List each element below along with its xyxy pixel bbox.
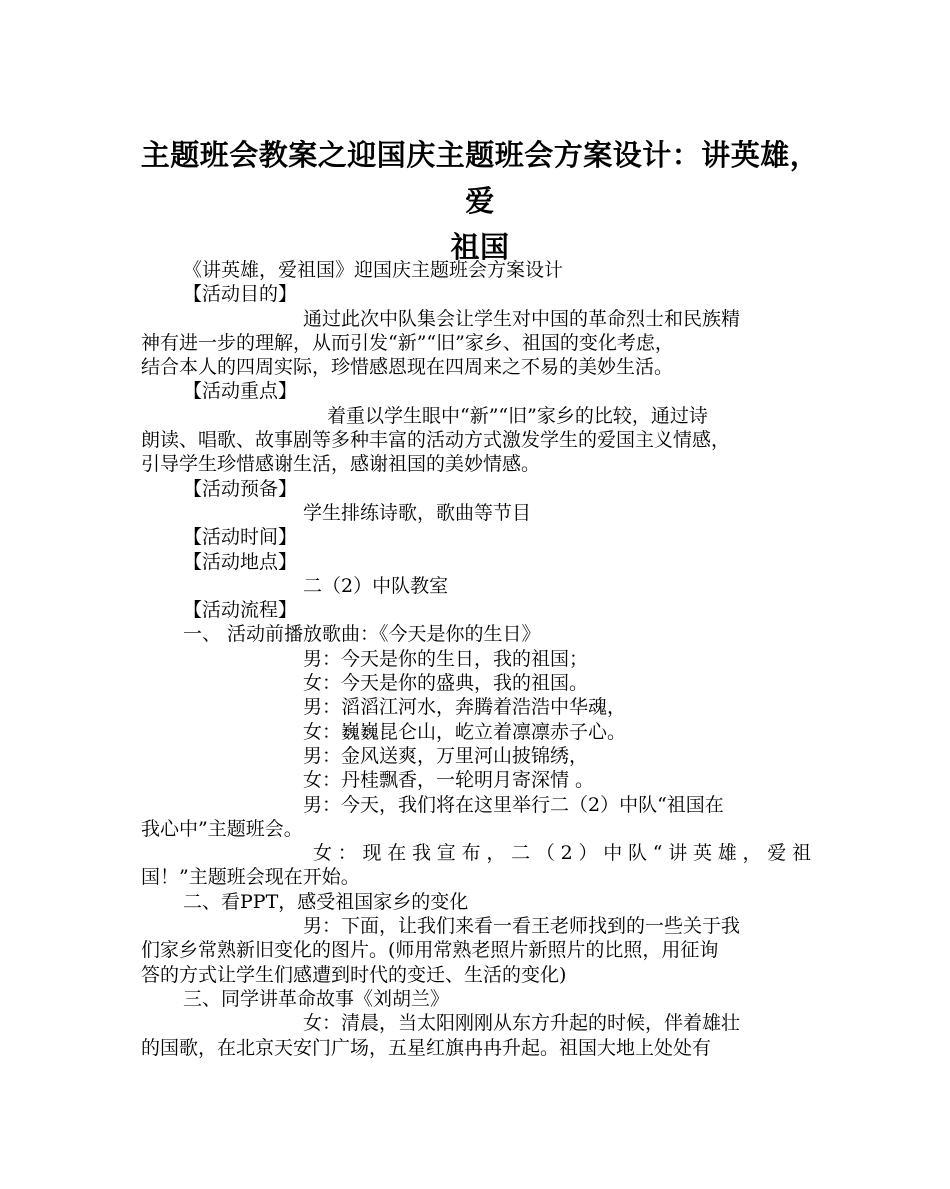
dialogue-line: 女：现在我宣布，二（2）中队“讲英雄，爱祖 xyxy=(313,842,811,865)
step-heading: 一、 活动前播放歌曲：《今天是你的生日》 xyxy=(183,623,541,646)
dialogue-line: 男：金风送爽，万里河山披锦绣， xyxy=(303,744,589,767)
section-heading-prep: 【活动预备】 xyxy=(183,477,298,500)
dialogue-line: 我心中”主题班会。 xyxy=(141,817,303,840)
title-line-2: 祖国 xyxy=(450,230,510,264)
title-line-1: 主题班会教案之迎国庆主题班会方案设计：讲英雄，爱 xyxy=(140,138,820,218)
section-heading-time: 【活动时间】 xyxy=(183,526,298,549)
document-title xyxy=(140,132,820,270)
paragraph-line: 二（2）中队教室 xyxy=(303,574,449,597)
paragraph-line: 学生排练诗歌，歌曲等节目 xyxy=(303,501,532,524)
dialogue-line: 女：巍巍昆仑山，屹立着凛凛赤子心。 xyxy=(303,720,627,743)
paragraph-line: 答的方式让学生们感遭到时代的变迁、生活的变化) xyxy=(141,963,567,986)
section-heading-purpose: 【活动目的】 xyxy=(183,283,298,306)
paragraph-line: 们家乡常熟新旧变化的图片。(师用常熟老照片新照片的比照，用征询 xyxy=(141,939,719,962)
dialogue-line: 男：滔滔江河水，奔腾着浩浩中华魂， xyxy=(303,696,627,719)
paragraph-line: 的国歌，在北京天安门广场，五星红旗冉冉升起。祖国大地上处处有 xyxy=(141,1036,712,1059)
paragraph-line: 通过此次中队集会让学生对中国的革命烈士和民族精 xyxy=(303,307,741,330)
section-heading-process: 【活动流程】 xyxy=(183,599,298,622)
paragraph-line: 引导学生珍惜感谢生活，感谢祖国的美妙情感。 xyxy=(141,453,541,476)
dialogue-line: 男：今天，我们将在这里举行二（2）中队“祖国在 xyxy=(303,793,724,816)
dialogue-line: 女：今天是你的盛典，我的祖国。 xyxy=(303,672,589,695)
section-heading-focus: 【活动重点】 xyxy=(183,380,298,403)
section-heading-place: 【活动地点】 xyxy=(183,550,298,573)
plan-heading: 《讲英雄，爱祖国》迎国庆主题班会方案设计 xyxy=(183,259,564,281)
paragraph-line: 神有进一步的理解，从而引发“新”“旧”家乡、祖国的变化考虑， xyxy=(141,331,674,354)
dialogue-line: 男：今天是你的生日，我的祖国； xyxy=(303,647,589,670)
dialogue-line: 女：丹桂飘香，一轮明月寄深情 。 xyxy=(303,769,595,792)
dialogue-line: 国！”主题班会现在开始。 xyxy=(141,866,360,889)
dialogue-line: 男：下面，让我们来看一看王老师找到的一些关于我 xyxy=(303,915,741,938)
paragraph-line: 着重以学生眼中“新”“旧”家乡的比较，通过诗 xyxy=(327,404,708,427)
step-heading: 二、看PPT，感受祖国家乡的变化 xyxy=(183,890,469,913)
paragraph-line: 结合本人的四周实际，珍惜感恩现在四周来之不易的美妙生活。 xyxy=(141,356,674,379)
dialogue-line: 女：清晨，当太阳刚刚从东方升起的时候，伴着雄壮 xyxy=(303,1012,741,1035)
paragraph-line: 朗读、唱歌、故事剧等多种丰富的活动方式激发学生的爱国主义情感， xyxy=(141,429,731,452)
step-heading: 三、同学讲革命故事《刘胡兰》 xyxy=(183,987,450,1010)
document-body xyxy=(141,258,811,1060)
